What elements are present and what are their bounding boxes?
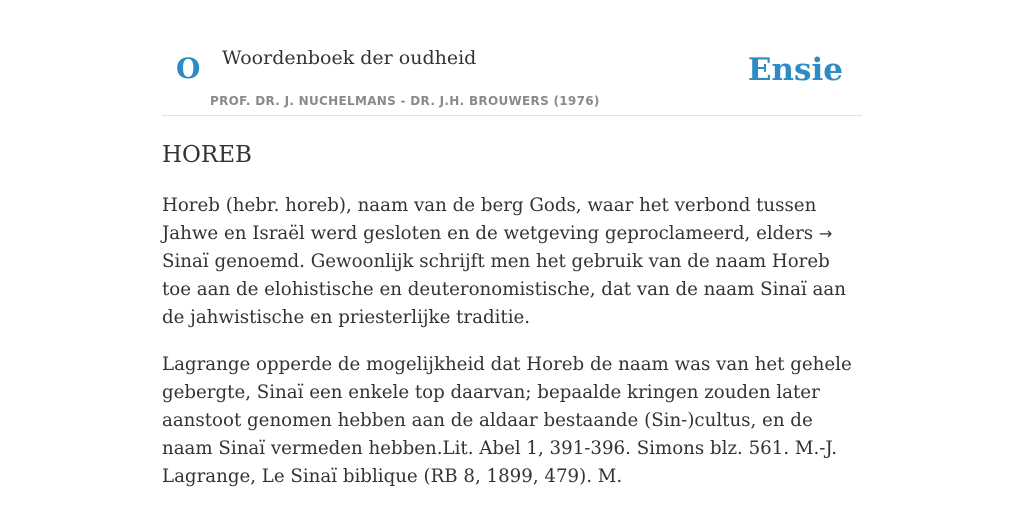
entry-paragraph-2: Lagrange opperde de mogelijkheid dat Horeb de naam was van het gehele gebergte, Sinaï een enkele top daarvan; bepaalde kringen zouden later aanstoot genomen hebben aan de aldaar bestaande (Sin-)cultus, en de naam Sinaï vermeden hebben.Lit. Abel 1, 391-396. Simons blz. 561. M.-J. Lagrange, Le Sinaï biblique (RB 8, 1899, 479). M. xyxy=(162,354,852,487)
link-arrow-icon: → xyxy=(818,224,833,243)
dictionary-letter-logo[interactable]: O xyxy=(176,52,201,85)
dictionary-authors: PROF. DR. J. NUCHELMANS - DR. J.H. BROUWERS (1976) xyxy=(210,94,600,108)
dictionary-header xyxy=(162,0,862,116)
entry-title: HOREB xyxy=(162,142,252,168)
dictionary-title-link[interactable]: Woordenboek der oudheid xyxy=(222,47,477,69)
sinai-cross-reference-link[interactable]: Sinaï xyxy=(162,251,209,272)
paragraph-1-text-end: genoemd. Gewoonlijk schrijft men het gebruik van de naam Horeb toe aan de elohistische en deuteronomistische, dat van de naam Sinaï aan de jahwistische en priesterlijke traditie. xyxy=(162,251,846,328)
entry-paragraph-1 xyxy=(162,192,862,332)
ensie-logo[interactable]: Ensie xyxy=(747,52,843,88)
article-page xyxy=(162,0,862,512)
paragraph-1-text-start: Horeb (hebr. horeb), naam van de berg Gods, waar het verbond tussen Jahwe en Israël werd gesloten en de wetgeving geproclameerd, elders xyxy=(162,195,819,244)
